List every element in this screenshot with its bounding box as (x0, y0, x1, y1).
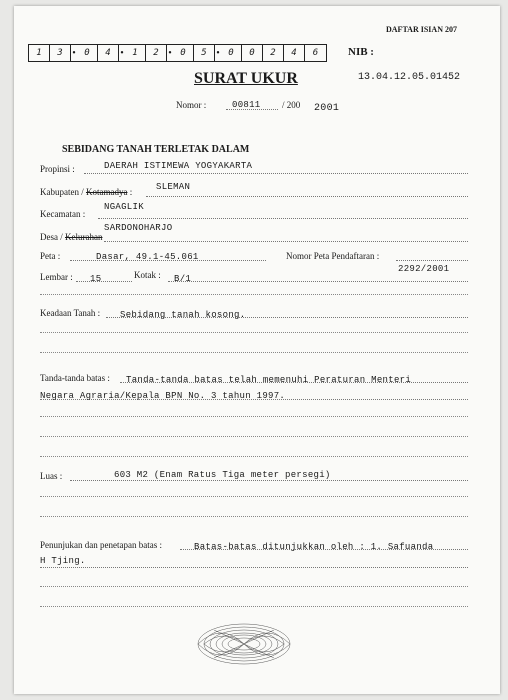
blank-line (40, 416, 468, 417)
nomor-value: 00811 (232, 100, 261, 110)
kabupaten-value: SLEMAN (156, 182, 191, 192)
kabupaten-dots (146, 196, 468, 197)
blank-line (40, 294, 468, 295)
kecamatan-dots (98, 218, 468, 219)
peta-label: Peta : (40, 251, 61, 261)
nib-label: NIB : (348, 46, 374, 58)
blank-line (40, 352, 468, 353)
nomor-year: 2001 (314, 103, 340, 114)
desa-value: SARDONOHARJO (104, 223, 173, 233)
nomor-peta-value: 2292/2001 (398, 264, 450, 274)
kotak-label: Kotak : (134, 270, 161, 280)
designation-label: Penunjukan dan penetapan batas : (40, 540, 162, 550)
kabupaten-text: Kabupaten / (40, 187, 84, 197)
blank-line (40, 456, 468, 457)
propinsi-dots (84, 173, 468, 174)
nib-separator: • (168, 47, 172, 59)
area-label: Luas : (40, 471, 63, 481)
nib-digit: 1 (125, 45, 146, 61)
kotak-dots (168, 281, 468, 282)
blank-line (40, 496, 468, 497)
nib-digit: 4 (98, 45, 119, 61)
kotamadya-text: Kotamadya (85, 187, 128, 197)
nomor-sep: / 200 (282, 100, 301, 110)
blank-line (40, 516, 468, 517)
nib-digit: 6 (312, 48, 319, 58)
nib-digit: 0 (77, 45, 98, 61)
nib-digit: 0 (221, 45, 242, 61)
page-title: SURAT UKUR (194, 70, 298, 87)
kotak-value: B/1 (174, 274, 192, 284)
nib-digit: 0 (242, 45, 263, 61)
kelurahan-text: Kelurahan (65, 232, 103, 242)
nib-digit: 3 (50, 45, 71, 61)
nib-digit: 4 (284, 45, 305, 61)
condition-label: Keadaan Tanah : (40, 308, 101, 318)
nib-digit: 5 (194, 45, 215, 61)
nib-value: 13.04.12.05.01452 (358, 72, 461, 83)
nib-separator: • (72, 47, 76, 59)
lembar-dots (76, 281, 132, 282)
peta-value: Dasar, 49.1-45.061 (96, 252, 199, 262)
area-dots (70, 480, 468, 481)
blank-line (40, 332, 468, 333)
nomor-peta-dots (396, 260, 468, 261)
nib-digit: 2 (146, 45, 167, 61)
lembar-value: 15 (90, 274, 102, 284)
nomor-label: Nomor : (176, 100, 207, 110)
kecamatan-value: NGAGLIK (104, 202, 144, 212)
document-page (14, 6, 500, 694)
nib-separator: • (216, 47, 220, 59)
designation-dots-2 (40, 567, 468, 568)
desa-label (40, 232, 102, 242)
form-label: DAFTAR ISIAN 207 (386, 25, 457, 34)
blank-line (40, 606, 468, 607)
lembar-label: Lembar : (40, 272, 73, 282)
designation-line2: H Tjing. (40, 556, 86, 566)
nib-digit: 2 (263, 45, 284, 61)
kabupaten-label: Kabupaten / Kotamadya : (40, 187, 133, 197)
designation-line1: Batas-batas ditunjukkan oleh : 1. Safuanda (194, 542, 434, 552)
nib-digit: 1 (29, 45, 50, 61)
propinsi-value: DAERAH ISTIMEWA YOGYAKARTA (104, 161, 253, 171)
boundary-label: Tanda-tanda batas : (40, 373, 110, 383)
kecamatan-label: Kecamatan : (40, 209, 86, 219)
condition-value: Sebidang tanah kosong. (120, 310, 246, 320)
nib-separator: • (120, 47, 124, 59)
nomor-peta-label: Nomor Peta Pendaftaran : (286, 251, 380, 261)
blank-line (40, 436, 468, 437)
desa-text: Desa / (40, 232, 63, 242)
area-value: 603 M2 (Enam Ratus Tiga meter persegi) (114, 470, 331, 480)
guilloche-ornament (194, 618, 294, 670)
desa-dots (104, 241, 468, 242)
boundary-line1: Tanda-tanda batas telah memenuhi Peraturan Menteri (126, 375, 412, 385)
location-heading: SEBIDANG TANAH TERLETAK DALAM (62, 144, 250, 155)
nib-digit: 0 (173, 45, 194, 61)
nib-boxes (28, 44, 327, 62)
boundary-line2: Negara Agraria/Kepala BPN No. 3 tahun 1997. (40, 391, 286, 401)
propinsi-label: Propinsi : (40, 164, 75, 174)
blank-line (40, 586, 468, 587)
